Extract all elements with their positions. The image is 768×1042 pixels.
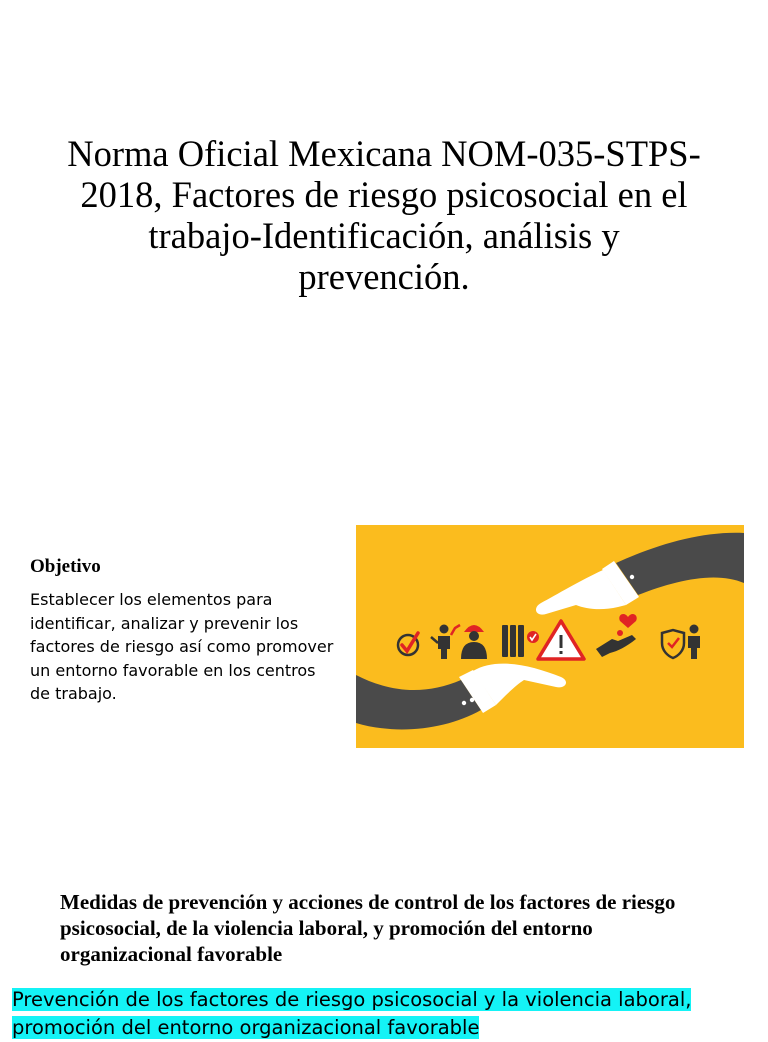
highlighted-text-span: Prevención de los factores de riesgo psicosocial y la violencia laboral, promoción del entorno organizacional favorable [12, 988, 692, 1039]
objective-heading: Objetivo [30, 556, 101, 577]
document-title: Norma Oficial Mexicana NOM-035-STPS-2018, Factores de riesgo psicosocial en el trabajo-Identificación, análisis y prevención. [67, 133, 701, 297]
illustration-hands-safety [356, 525, 744, 748]
highlighted-text [12, 986, 762, 1042]
measures-heading: Medidas de prevención y acciones de control de los factores de riesgo psicosocial, de la violencia laboral, y promoción del entorno organizacional favorable [60, 890, 676, 966]
objective-text: Establecer los elementos para identificar, analizar y prevenir los factores de riesgo así como promover un entorno favorable en los centros de trabajo. [30, 590, 334, 703]
